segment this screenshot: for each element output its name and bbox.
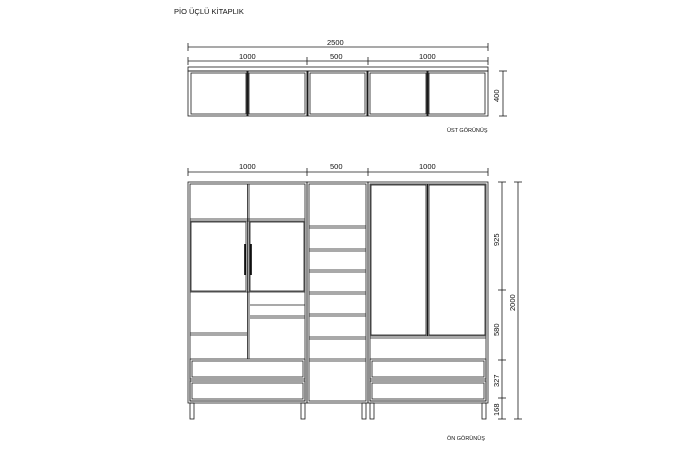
dim-right-label: 1000 <box>419 52 436 61</box>
dim-depth-label: 400 <box>492 89 501 102</box>
left-drawer-1 <box>190 359 305 379</box>
right-drawer-1 <box>370 359 486 379</box>
front-view-label: ÖN GÖRÜNÜŞ <box>447 436 485 442</box>
top-view-body <box>188 71 488 116</box>
leg <box>190 403 194 419</box>
drawing-title: PİO ÜÇLÜ KİTAPLIK <box>174 7 244 16</box>
leg <box>301 403 305 419</box>
top-view <box>188 43 507 116</box>
left-door-2 <box>250 222 304 291</box>
dim-left-label: 1000 <box>239 52 256 61</box>
dim-327-label: 327 <box>492 374 501 387</box>
front-dim-left-label: 1000 <box>239 162 256 171</box>
right-door-1 <box>371 185 426 335</box>
middle-unit-frame <box>307 182 368 403</box>
dim-580-label: 580 <box>492 323 501 336</box>
leg <box>362 403 366 419</box>
leg <box>370 403 374 419</box>
front-dim-mid-label: 500 <box>330 162 343 171</box>
right-drawer-2 <box>370 381 486 401</box>
left-door-1 <box>191 222 246 291</box>
left-drawer-2 <box>190 381 305 401</box>
dim-mid-label: 500 <box>330 52 343 61</box>
top-view-label: ÜST GÖRÜNÜŞ <box>447 128 488 134</box>
dim-168-label: 168 <box>492 403 501 416</box>
front-dim-right-label: 1000 <box>419 162 436 171</box>
dim-925-label: 925 <box>492 233 501 246</box>
top-view-top-board <box>188 67 488 71</box>
right-door-2 <box>429 185 485 335</box>
dim-height-label: 2000 <box>508 294 517 311</box>
leg <box>482 403 486 419</box>
front-view <box>188 168 522 419</box>
dim-total-label: 2500 <box>327 38 344 47</box>
